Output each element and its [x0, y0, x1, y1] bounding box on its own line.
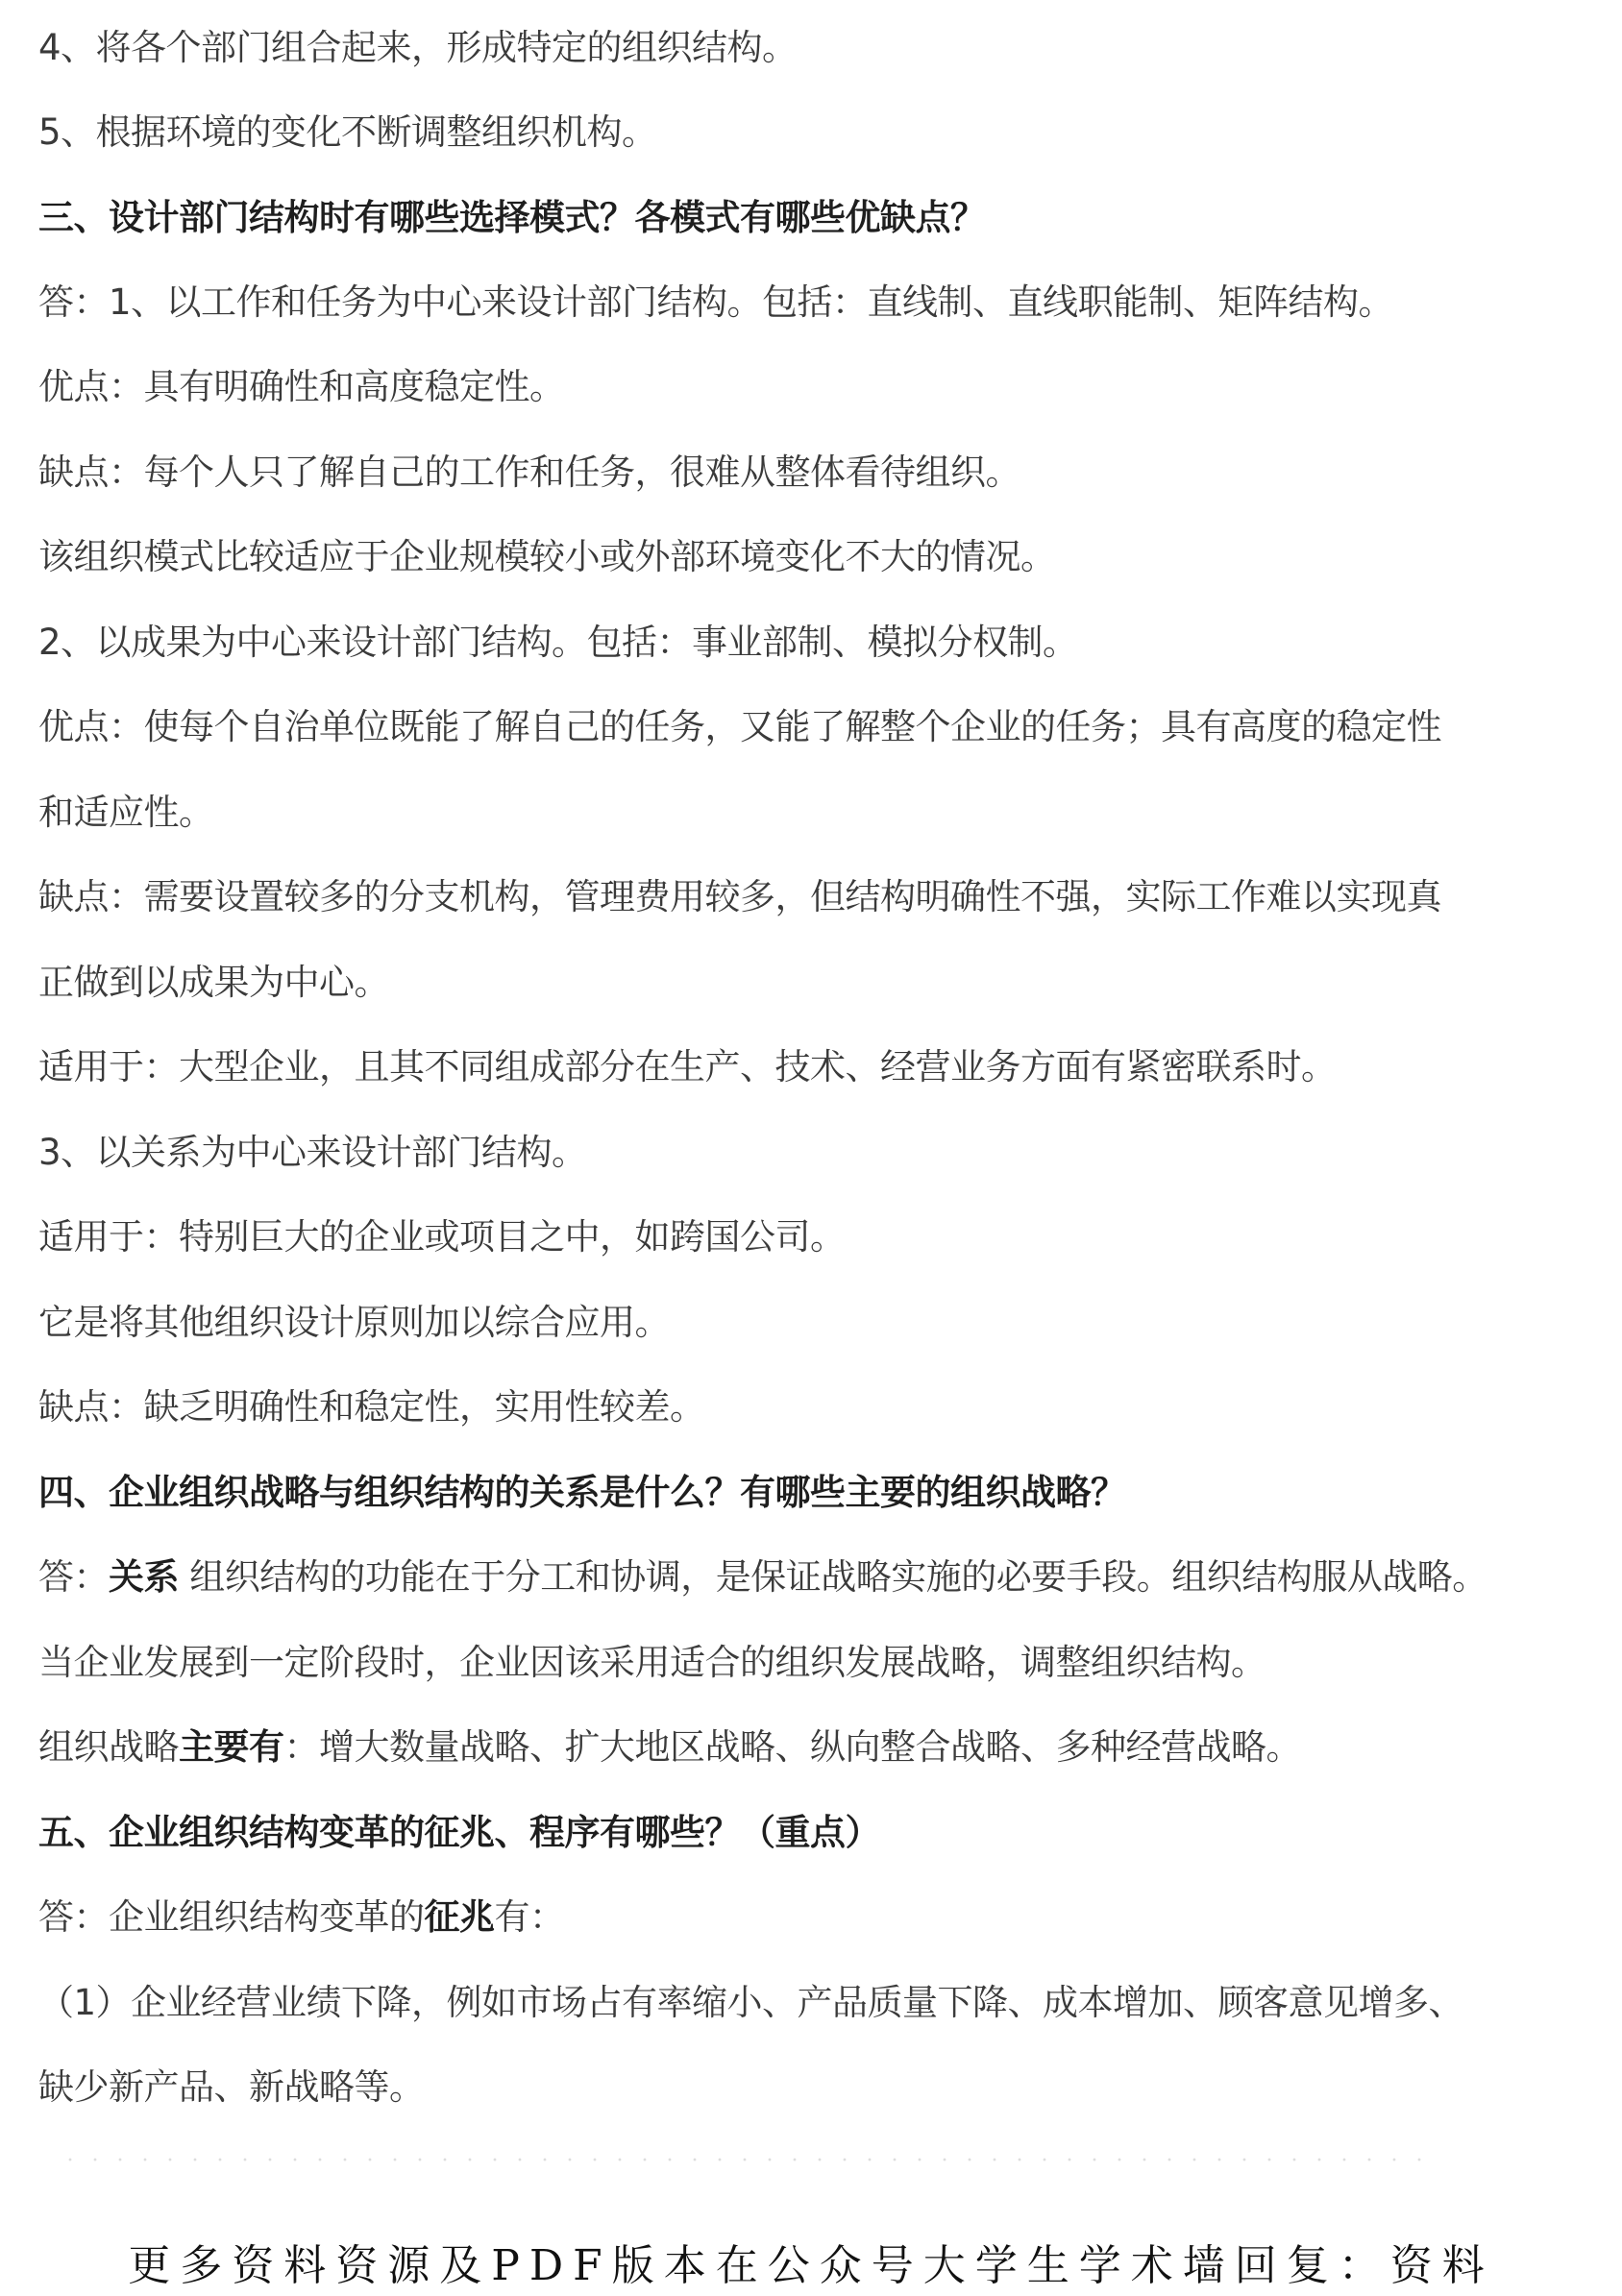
paragraph-line: 该组织模式比较适应于企业规模较小或外部环境变化不大的情况。 [38, 536, 1056, 577]
list-item-5: 5、根据环境的变化不断调整组织机构。 [38, 111, 657, 153]
paragraph-line: 当企业发展到一定阶段时，企业因该采用适合的组织发展战略，调整组织结构。 [38, 1642, 1266, 1683]
cons-line: 缺点：缺乏明确性和稳定性，实用性较差。 [38, 1386, 705, 1428]
list-item-1: （1）企业经营业绩下降，例如市场占有率缩小、产品质量下降、成本增加、顾客意见增多、 [38, 1982, 1464, 2023]
bold-term: 关系 [109, 1556, 179, 1598]
cons-line: 缺点：每个人只了解自己的工作和任务，很难从整体看待组织。 [38, 452, 1020, 493]
paragraph-line: 缺少新产品、新战略等。 [38, 2066, 425, 2108]
answer-text: 组织结构的功能在于分工和协调，是保证战略实施的必要手段。组织结构服从战略。 [179, 1556, 1487, 1598]
answer-text: 有： [494, 1896, 565, 1938]
answer-line [38, 1554, 1584, 1600]
paragraph-line: 和适应性。 [38, 792, 214, 833]
answer-line: 答：1、以工作和任务为中心来设计部门结构。包括：直线制、直线职能制、矩阵结构。 [38, 281, 1394, 323]
bold-term: 主要有 [179, 1726, 284, 1768]
section-heading-3: 三、设计部门结构时有哪些选择模式？各模式有哪些优缺点？ [38, 197, 986, 238]
list-item-2: 2、以成果为中心来设计部门结构。包括：事业部制、模拟分权制。 [38, 622, 1078, 663]
line-prefix: 组织战略 [38, 1726, 179, 1768]
bold-term: 征兆 [424, 1896, 495, 1938]
answer-prefix: 答：企业组织结构变革的 [38, 1896, 425, 1938]
line-text: ：增大数量战略、扩大地区战略、纵向整合战略、多种经营战略。 [283, 1726, 1301, 1768]
cons-line: 缺点：需要设置较多的分支机构，管理费用较多，但结构明确性不强，实际工作难以实现真 [38, 876, 1441, 917]
answer-prefix: 答： [38, 1556, 109, 1598]
section-heading-4: 四、企业组织战略与组织结构的关系是什么？有哪些主要的组织战略？ [38, 1472, 1126, 1513]
paragraph-line: 正做到以成果为中心。 [38, 962, 389, 1003]
paragraph-line: 它是将其他组织设计原则加以综合应用。 [38, 1302, 670, 1343]
applicable-line: 适用于：特别巨大的企业或项目之中，如跨国公司。 [38, 1216, 846, 1258]
faded-text-remnant [58, 2158, 1441, 2162]
answer-line [38, 1894, 1584, 1941]
list-item-4: 4、将各个部门组合起来，形成特定的组织结构。 [38, 27, 798, 68]
pros-line: 优点：具有明确性和高度稳定性。 [38, 366, 565, 407]
footer-promo-text: 更多资料资源及PDF版本在公众号大学生学术墙回复：资料 [128, 2241, 1494, 2290]
section-heading-5: 五、企业组织结构变革的征兆、程序有哪些？（重点） [38, 1812, 880, 1853]
list-item-3: 3、以关系为中心来设计部门结构。 [38, 1132, 587, 1173]
pros-line: 优点：使每个自治单位既能了解自己的任务，又能了解整个企业的任务；具有高度的稳定性 [38, 706, 1441, 747]
applicable-line: 适用于：大型企业，且其不同组成部分在生产、技术、经营业务方面有紧密联系时。 [38, 1046, 1337, 1087]
paragraph-line [38, 1724, 1584, 1771]
